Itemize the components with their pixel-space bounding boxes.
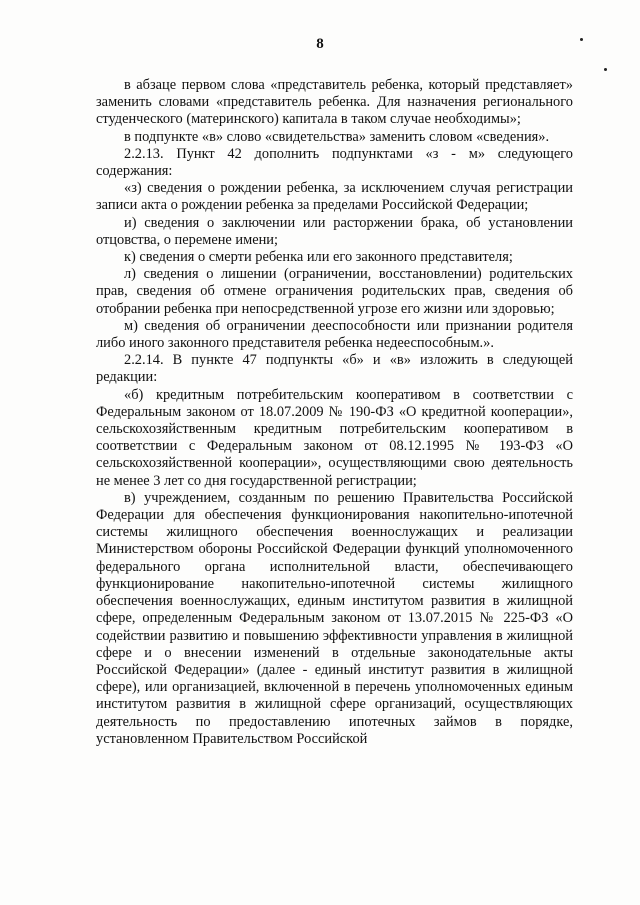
paragraph-subitem-l: л) сведения о лишении (ограничении, восстановлении) родительских прав, сведения об отмене ограничения родительских прав, сведения об отобрании ребенка при непосредственной угрозе его жизни или здоровью;: [96, 266, 573, 317]
paragraph-podpunkt-v: в подпункте «в» слово «свидетельства» заменить словом «сведения».: [124, 128, 550, 145]
paragraph-2-2-13: 2.2.13. Пункт 42 дополнить подпунктами «з - м» следующего содержания:: [96, 145, 573, 180]
paragraph-abzac-first: в абзаце первом слова «представитель ребенка, который представляет» заменить словами «представитель ребенка. Для назначения регионального студенческого (материнского) капитала в таком случае необходимы»;: [96, 77, 573, 128]
document-body: [96, 77, 573, 748]
paragraph-subitem-b: «б) кредитным потребительским кооперативом в соответствии с Федеральным законом от 18.07.2009 № 190-ФЗ «О кредитной кооперации», сельскохозяйственным кредитным потребительским кооперативом в соответствии с Федеральным законом от 08.12.1995 № 193-ФЗ «О сельскохозяйственной кооперации», осуществляющими свою деятельность не менее 3 лет со дня государственной регистрации;: [96, 386, 573, 489]
paragraph-subitem-v: в) учреждением, созданным по решению Правительства Российской Федерации для обеспечения функционирования накопительно-ипотечной системы жилищного обеспечения военнослужащих и реализации Министерством обороны Российской Федерации функций уполномоченного федерального органа исполнительной власти, обеспечивающего функционирование накопительно-ипотечной системы жилищного обеспечения военнослужащих, единым институтом развития в жилищной сфере, определенным Федеральным законом от 13.07.2015 № 225-ФЗ «О содействии развитию и повышению эффективности управления в жилищной сфере и о внесении изменений в отдельные законодательные акты Российской Федерации» (далее - единый институт развития в жилищной сфере), или организацией, включенной в перечень уполномоченных единым институтом развития в жилищной сфере организаций, осуществляющих деятельность по предоставлению ипотечных займов в порядке, установленном Правительством Российской: [96, 489, 573, 747]
paragraph-2-2-14: 2.2.14. В пункте 47 подпункты «б» и «в» изложить в следующей редакции:: [96, 352, 573, 386]
scan-mark: [580, 38, 583, 41]
paragraph-subitem-i: и) сведения о заключении или расторжении брака, об установлении отцовства, о перемене имени;: [96, 214, 573, 248]
paragraph-subitem-z: «з) сведения о рождении ребенка, за исключением случая регистрации записи акта о рождении ребенка за пределами Российской Федерации;: [96, 180, 573, 214]
paragraph-subitem-k: к) сведения о смерти ребенка или его законного представителя;: [124, 249, 513, 266]
scan-mark: [604, 68, 607, 71]
paragraph-subitem-m: м) сведения об ограничении дееспособности или признании родителя либо иного законного представителя ребенка недееспособным.».: [96, 317, 573, 352]
page-number: 8: [316, 36, 324, 52]
